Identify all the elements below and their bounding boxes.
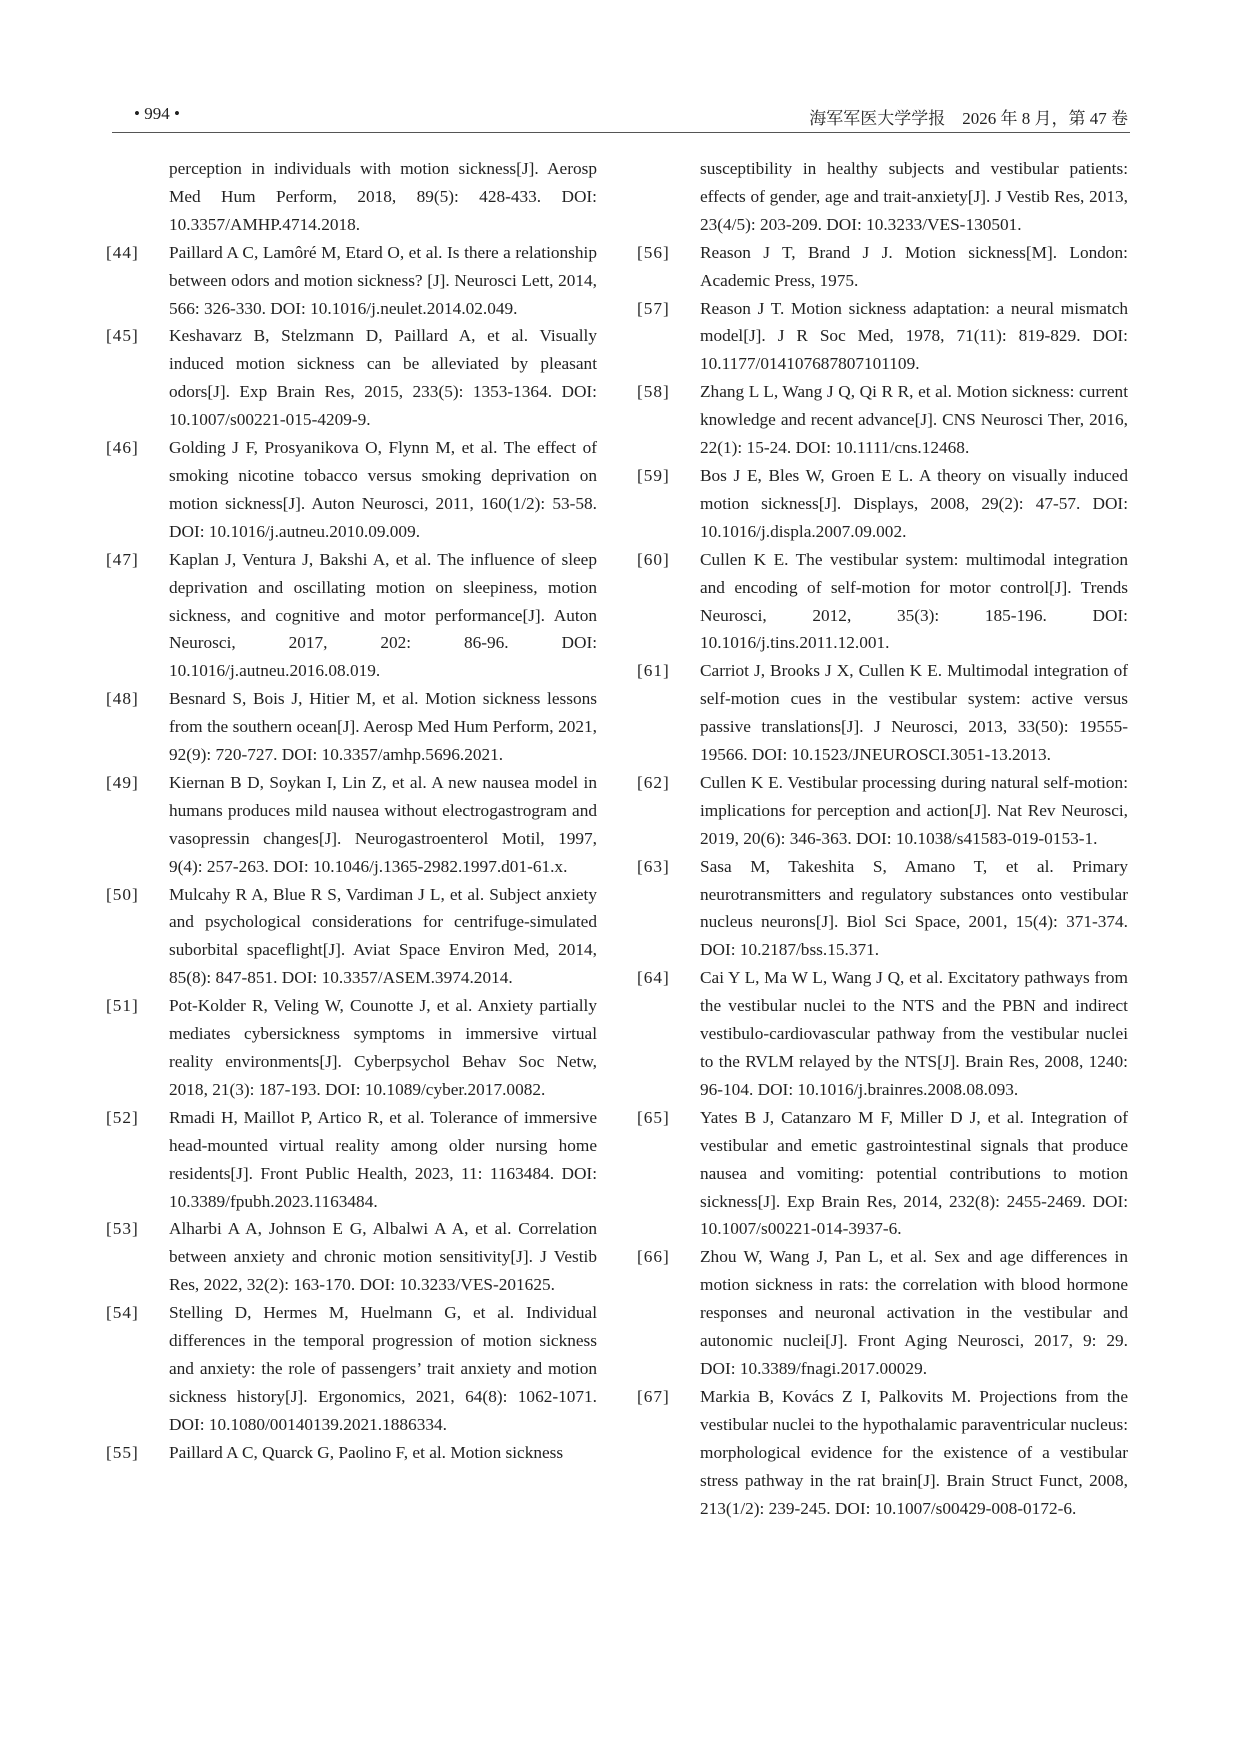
reference-number: [47] bbox=[106, 549, 139, 569]
reference-number: [66] bbox=[637, 1247, 670, 1267]
reference-entry bbox=[106, 239, 597, 323]
reference-entry bbox=[637, 1104, 1128, 1244]
reference-entry bbox=[106, 1439, 597, 1467]
reference-number: [62] bbox=[637, 772, 670, 792]
reference-text: Carriot J, Brooks J X, Cullen K E. Multimodal integration of self-motion cues in the vestibular system: active versus passive translations[J]. J Neurosci, 2013, 33(50): 19555-19566. DOI: 10.1523/JNEUROSCI.3051-13.2013. bbox=[700, 661, 1128, 765]
reference-text: Reason J T. Motion sickness adaptation: a neural mismatch model[J]. J R Soc Med, 1978, 71(11): 819-829. DOI: 10.1177/014107687807101109. bbox=[700, 298, 1128, 374]
reference-text: Cullen K E. Vestibular processing during natural self-motion: implications for perception and action[J]. Nat Rev Neurosci, 2019, 20(6): 346-363. DOI: 10.1038/s41583-019-0153-1. bbox=[700, 772, 1128, 848]
reference-text: Pot-Kolder R, Veling W, Counotte J, et al. Anxiety partially mediates cybersickness symptoms in immersive virtual reality environments[J]. Cyberpsychol Behav Soc Netw, 2018, 21(3): 187-193. DOI: 10.1089/cyber.2017.0082. bbox=[169, 996, 597, 1099]
reference-entry bbox=[106, 881, 597, 993]
reference-text: Bos J E, Bles W, Groen E L. A theory on visually induced motion sickness[J]. Displays, 2008, 29(2): 47-57. DOI: 10.1016/j.displa.2007.09.002. bbox=[700, 465, 1128, 541]
reference-number: [59] bbox=[637, 465, 670, 485]
reference-number: [53] bbox=[106, 1219, 139, 1239]
reference-text: Zhang L L, Wang J Q, Qi R R, et al. Motion sickness: current knowledge and recent advance[J]. CNS Neurosci Ther, 2016, 22(1): 15-24. DOI: 10.1111/cns.12468. bbox=[700, 382, 1128, 458]
reference-entry bbox=[637, 1383, 1128, 1523]
reference-entry bbox=[106, 434, 597, 546]
reference-number: [58] bbox=[637, 382, 670, 402]
reference-number: [61] bbox=[637, 661, 670, 681]
reference-entry bbox=[637, 657, 1128, 769]
reference-number: [49] bbox=[106, 772, 139, 792]
reference-entry bbox=[106, 1215, 597, 1299]
reference-number: [60] bbox=[637, 549, 670, 569]
reference-entry bbox=[106, 769, 597, 881]
journal-info: 海军军医大学学报 2026 年 8 月，第 47 卷 bbox=[809, 109, 1128, 128]
reference-number: [44] bbox=[106, 242, 139, 262]
reference-entry bbox=[637, 295, 1128, 379]
reference-number: [48] bbox=[106, 689, 139, 709]
reference-text: Keshavarz B, Stelzmann D, Paillard A, et al. Visually induced motion sickness can be alleviated by pleasant odors[J]. Exp Brain Res, 2015, 233(5): 1353-1364. DOI: 10.1007/s00221-015-4209-9. bbox=[169, 326, 597, 430]
reference-entry bbox=[637, 769, 1128, 853]
reference-number: [45] bbox=[106, 326, 139, 346]
reference-entry bbox=[106, 155, 597, 239]
reference-entry bbox=[106, 1104, 597, 1216]
reference-text: Besnard S, Bois J, Hitier M, et al. Motion sickness lessons from the southern ocean[J]. Aerosp Med Hum Perform, 2021, 92(9): 720-727. DOI: 10.3357/amhp.5696.2021. bbox=[169, 689, 597, 765]
reference-number: [63] bbox=[637, 856, 670, 876]
page-header bbox=[112, 100, 1130, 133]
reference-entry bbox=[637, 155, 1128, 239]
reference-entry bbox=[637, 1243, 1128, 1383]
reference-text: Reason J T, Brand J J. Motion sickness[M]. London: Academic Press, 1975. bbox=[700, 242, 1128, 290]
reference-text: Kiernan B D, Soykan I, Lin Z, et al. A new nausea model in humans produces mild nausea without electrogastrogram and vasopressin changes[J]. Neurogastroenterol Motil, 1997, 9(4): 257-263. DOI: 10.1046/j.1365-2982.1997.d01-61.x. bbox=[169, 772, 597, 876]
reference-number: [52] bbox=[106, 1107, 139, 1127]
reference-text: Paillard A C, Lamôré M, Etard O, et al. Is there a relationship between odors and motion sickness? [J]. Neurosci Lett, 2014, 566: 326-330. DOI: 10.1016/j.neulet.2014.02.049. bbox=[169, 242, 597, 318]
reference-text: susceptibility in healthy subjects and vestibular patients: effects of gender, age and trait-anxiety[J]. J Vestib Res, 2013, 23(4/5): 203-209. DOI: 10.3233/VES-130501. bbox=[700, 159, 1128, 234]
reference-text: Stelling D, Hermes M, Huelmann G, et al. Individual differences in the temporal progression of motion sickness and anxiety: the role of passengers’ trait anxiety and motion sickness history[J]. Ergonomics, 2021, 64(8): 1062-1071. DOI: 10.1080/00140139.2021.1886334. bbox=[169, 1303, 597, 1434]
reference-entry bbox=[106, 992, 597, 1104]
reference-text: Cai Y L, Ma W L, Wang J Q, et al. Excitatory pathways from the vestibular nuclei to the NTS and the PBN and indirect vestibulo-cardiovascular pathway from the vestibular nuclei to the RVLM relayed by the NTS[J]. Brain Res, 2008, 1240: 96-104. DOI: 10.1016/j.brainres.2008.08.093. bbox=[700, 968, 1128, 1099]
reference-number: [51] bbox=[106, 996, 139, 1016]
reference-text: Zhou W, Wang J, Pan L, et al. Sex and age differences in motion sickness in rats: the correlation with blood hormone responses and neuronal activation in the vestibular and autonomic nuclei[J]. Front Aging Neurosci, 2017, 9: 29. DOI: 10.3389/fnagi.2017.00029. bbox=[700, 1247, 1128, 1378]
reference-number: [56] bbox=[637, 242, 670, 262]
reference-number: [50] bbox=[106, 884, 139, 904]
reference-number: [46] bbox=[106, 438, 139, 458]
reference-number: [55] bbox=[106, 1442, 139, 1462]
reference-text: Yates B J, Catanzaro M F, Miller D J, et al. Integration of vestibular and emetic gastrointestinal signals that produce nausea and vomiting: potential contributions to motion sickness[J]. Exp Brain Res, 2014, 232(8): 2455-2469. DOI: 10.1007/s00221-014-3937-6. bbox=[700, 1107, 1128, 1239]
reference-entry bbox=[637, 239, 1128, 295]
reference-entry bbox=[106, 546, 597, 686]
reference-text: Paillard A C, Quarck G, Paolino F, et al. Motion sickness bbox=[169, 1442, 564, 1462]
reference-entry bbox=[637, 853, 1128, 965]
reference-text: Cullen K E. The vestibular system: multimodal integration and encoding of self-motion for motor control[J]. Trends Neurosci, 2012, 35(3): 185-196. DOI: 10.1016/j.tins.2011.12.001. bbox=[700, 549, 1128, 653]
reference-entry bbox=[106, 685, 597, 769]
reference-entry bbox=[106, 1299, 597, 1439]
reference-column-left bbox=[106, 155, 597, 1467]
reference-text: Golding J F, Prosyanikova O, Flynn M, et al. The effect of smoking nicotine tobacco versus smoking deprivation on motion sickness[J]. Auton Neurosci, 2011, 160(1/2): 53-58. DOI: 10.1016/j.autneu.2010.09.009. bbox=[169, 438, 597, 541]
reference-entry bbox=[637, 964, 1128, 1104]
reference-text: Alharbi A A, Johnson E G, Albalwi A A, et al. Correlation between anxiety and chronic motion sensitivity[J]. J Vestib Res, 2022, 32(2): 163-170. DOI: 10.3233/VES-201625. bbox=[169, 1219, 597, 1295]
reference-number: [57] bbox=[637, 298, 670, 318]
reference-text: Markia B, Kovács Z I, Palkovits M. Projections from the vestibular nuclei to the hypothalamic paraventricular nucleus: morphological evidence for the existence of a vestibular stress pathway in the rat brain[J]. Brain Struct Funct, 2008, 213(1/2): 239-245. DOI: 10.1007/s00429-008-0172-6. bbox=[700, 1386, 1128, 1518]
reference-text: perception in individuals with motion sickness[J]. Aerosp Med Hum Perform, 2018, 89(5): 428-433. DOI: 10.3357/AMHP.4714.2018. bbox=[169, 159, 597, 234]
reference-text: Mulcahy R A, Blue R S, Vardiman J L, et al. Subject anxiety and psychological considerations for centrifuge-simulated suborbital spaceflight[J]. Aviat Space Environ Med, 2014, 85(8): 847-851. DOI: 10.3357/ASEM.3974.2014. bbox=[169, 884, 597, 988]
reference-entry bbox=[637, 462, 1128, 546]
reference-number: [64] bbox=[637, 968, 670, 988]
page-number: • 994 • bbox=[134, 104, 180, 123]
reference-number: [54] bbox=[106, 1303, 139, 1323]
reference-entry bbox=[637, 546, 1128, 658]
reference-entry bbox=[637, 378, 1128, 462]
reference-number: [67] bbox=[637, 1386, 670, 1406]
reference-text: Sasa M, Takeshita S, Amano T, et al. Primary neurotransmitters and regulatory substances onto vestibular nucleus neurons[J]. Biol Sci Space, 2001, 15(4): 371-374. DOI: 10.2187/bss.15.371. bbox=[700, 856, 1128, 960]
reference-entry bbox=[106, 322, 597, 434]
reference-text: Kaplan J, Ventura J, Bakshi A, et al. The influence of sleep deprivation and oscillating motion on sleepiness, motion sickness, and cognitive and motor performance[J]. Auton Neurosci, 2017, 202: 86-96. DOI: 10.1016/j.autneu.2016.08.019. bbox=[169, 549, 597, 681]
reference-text: Rmadi H, Maillot P, Artico R, et al. Tolerance of immersive head-mounted virtual reality among older nursing home residents[J]. Front Public Health, 2023, 11: 1163484. DOI: 10.3389/fpubh.2023.1163484. bbox=[169, 1107, 597, 1211]
reference-column-right bbox=[637, 155, 1128, 1522]
reference-number: [65] bbox=[637, 1107, 670, 1127]
